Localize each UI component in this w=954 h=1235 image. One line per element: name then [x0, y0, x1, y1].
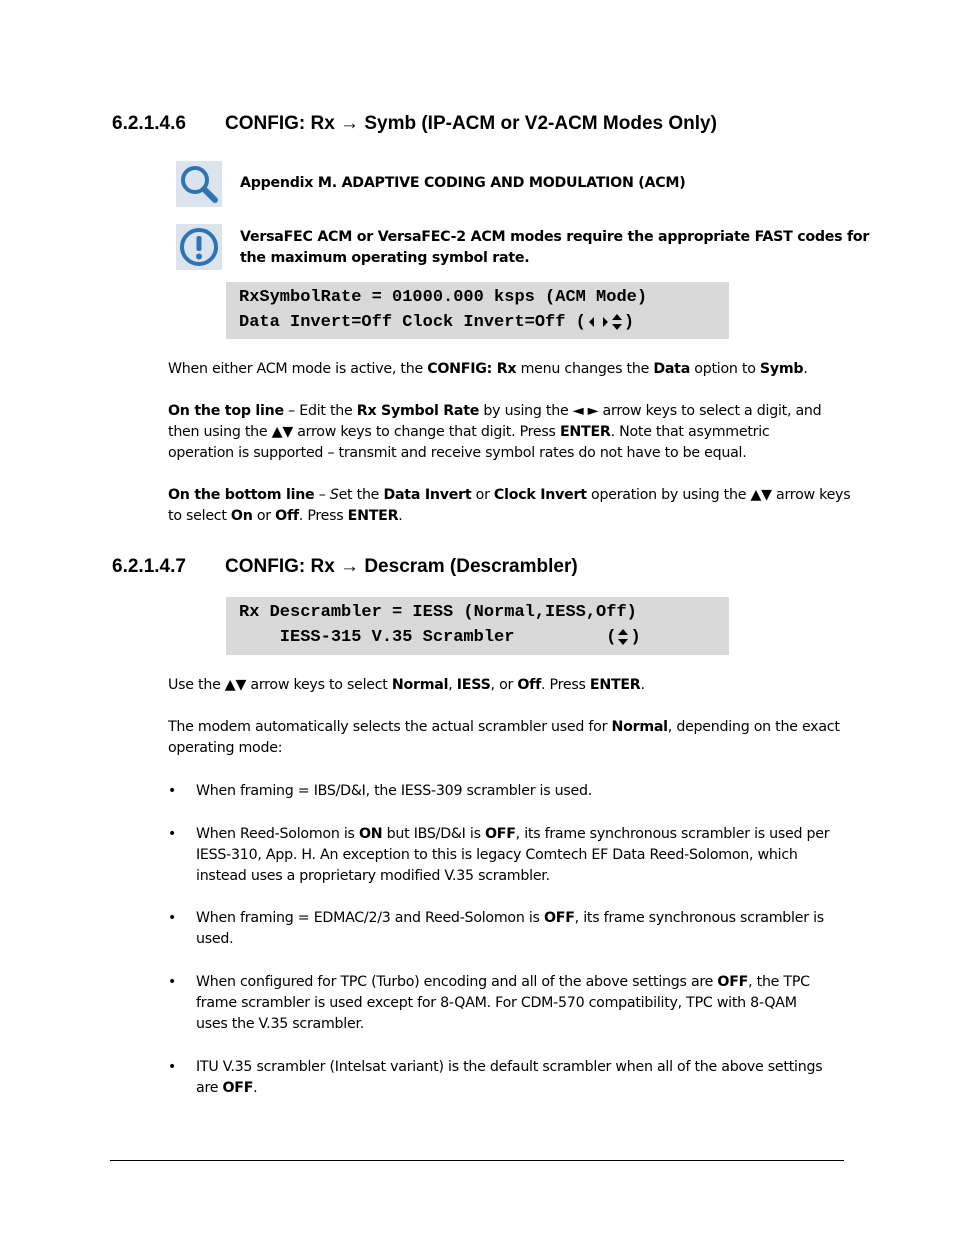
- exclamation-icon: [176, 224, 222, 270]
- bullet-marker: •: [168, 974, 177, 990]
- lcd-line-1: RxSymbolRate = 01000.000 ksps (ACM Mode): [239, 288, 648, 307]
- lcd-display-symbol-rate: [226, 282, 729, 339]
- section-heading-symb: [112, 112, 852, 136]
- bullet-marker: •: [168, 910, 177, 926]
- bullet-marker: •: [168, 826, 177, 842]
- lcd-line-2: [239, 310, 634, 335]
- paragraph-use-arrows: Use the ▲▼ arrow keys to select Normal, IESS, or Off. Press ENTER.: [168, 677, 645, 693]
- reference-text: Appendix M. ADAPTIVE CODING AND MODULATION (ACM): [240, 175, 686, 191]
- notice-line-1: VersaFEC ACM or VersaFEC-2 ACM modes require the appropriate FAST codes for: [240, 229, 870, 245]
- notice-text: [240, 227, 869, 269]
- paragraph-top-line: On the top line – Edit the Rx Symbol Rate by using the ◄ ► arrow keys to select a digit, and then using the ▲▼ arrow keys to change that digit. Press ENTER. Note that asymmetric operation is supported – transmit and receive symbol rates do not have to be equal.: [168, 403, 822, 461]
- lcd-line-1: Rx Descrambler = IESS (Normal,IESS,Off): [239, 603, 637, 622]
- section-number: 6.2.1.4.6: [112, 113, 186, 134]
- section-title: CONFIG: Rx → Symb (IP-ACM or V2-ACM Modes Only): [225, 113, 717, 134]
- paragraph-bottom-line: On the bottom line – Set the Data Invert or Clock Invert operation by using the ▲▼ arrow keys to select On or Off. Press ENTER.: [168, 487, 851, 524]
- section-number: 6.2.1.4.7: [112, 556, 186, 577]
- paragraph-acm-active: When either ACM mode is active, the CONFIG: Rx menu changes the Data option to Symb.: [168, 361, 808, 377]
- notice-line-2: the maximum operating symbol rate.: [240, 250, 530, 266]
- lcd-line-2-close: ): [630, 628, 641, 647]
- search-icon: [176, 161, 222, 207]
- lcd-line-2-close: ): [623, 313, 635, 332]
- lcd-line-2-text: Data Invert=Off Clock Invert=Off (: [239, 313, 586, 332]
- lcd-display-descrambler: [226, 597, 729, 655]
- footer-divider: [110, 1160, 844, 1161]
- bullet-list: • When framing = IBS/D&I, the IESS-309 scrambler is used. • When Reed-Solomon is ON but IBS/D&I is OFF, its frame synchronous scrambler is used per IESS-310, App. H. An exception to this is legacy Comtech EF Data Reed-Solomon, which instead uses a proprietary modified V.35 scrambler. • When framing = EDMAC/2/3 and Reed-Solomon is OFF, its frame synchronous scrambler is used. • When configured for TPC (Turbo) encoding and all of the above settings are OFF, the TPC frame scrambler is used except for 8-QAM. For CDM-570 compatibility, TPC with 8-QAM uses the V.35 scrambler. • ITU V.35 scrambler (Intelsat variant) is the default scrambler when all of the above settings are OFF.: [168, 783, 830, 1096]
- section-heading-descram: [112, 555, 852, 579]
- paragraph-modem-selects: The modem automatically selects the actual scrambler used for Normal, depending on the exact operating mode:: [168, 719, 840, 756]
- lcd-line-2-text: IESS-315 V.35 Scrambler (: [239, 628, 617, 647]
- lcd-line-2: [239, 625, 641, 650]
- bullet-marker: •: [168, 1059, 177, 1075]
- section-title: CONFIG: Rx → Descram (Descrambler): [225, 556, 578, 577]
- bullet-marker: •: [168, 783, 177, 799]
